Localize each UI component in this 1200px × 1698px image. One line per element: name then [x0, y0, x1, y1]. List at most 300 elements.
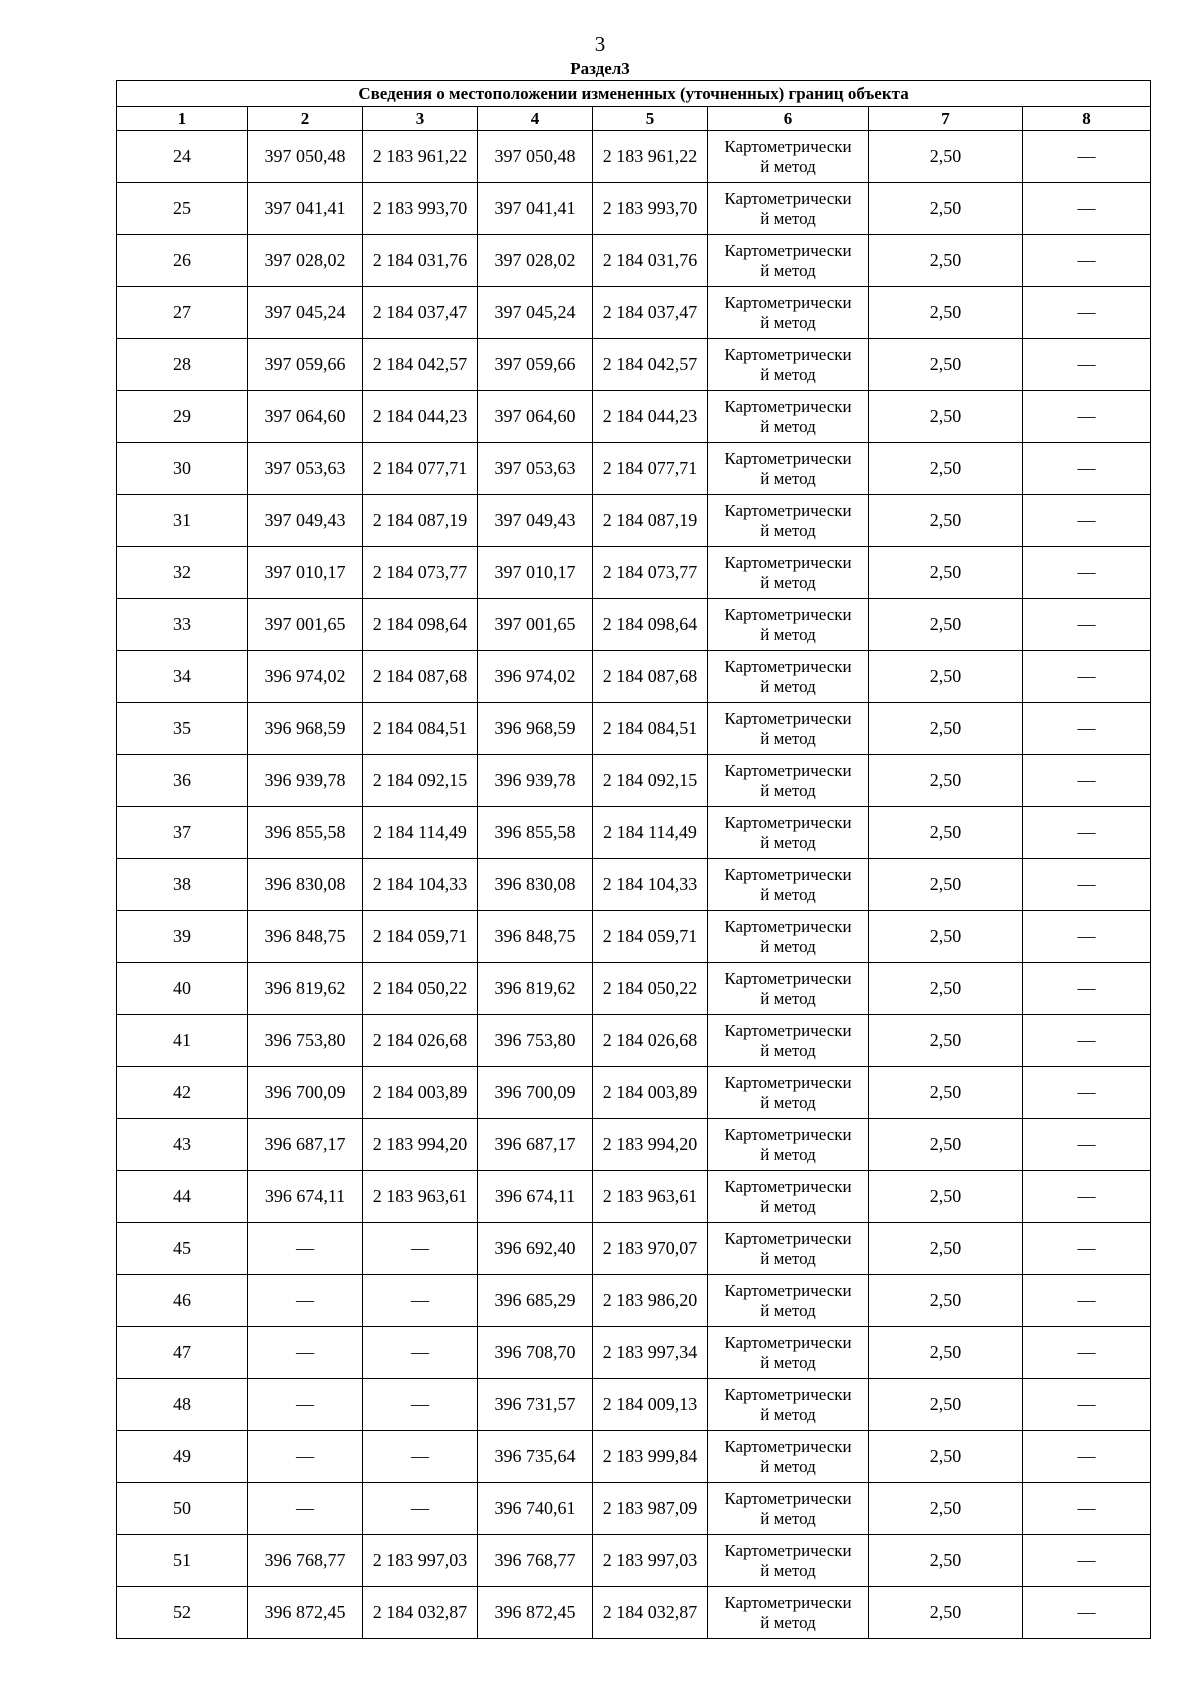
method-line-2: й метод	[760, 1509, 816, 1528]
new-y-cell: 2 184 042,57	[593, 339, 708, 391]
method-cell	[708, 1379, 869, 1431]
method-line-2: й метод	[760, 1197, 816, 1216]
point-number-cell: 43	[117, 1119, 248, 1171]
method-line-1: Картометрически	[724, 657, 852, 676]
accuracy-cell: 2,50	[869, 1535, 1023, 1587]
new-x-cell: 396 974,02	[478, 651, 593, 703]
description-cell: —	[1023, 183, 1151, 235]
method-cell	[708, 1275, 869, 1327]
new-y-cell: 2 183 963,61	[593, 1171, 708, 1223]
method-cell	[708, 963, 869, 1015]
column-header-2: 2	[248, 107, 363, 131]
accuracy-cell: 2,50	[869, 1431, 1023, 1483]
method-cell	[708, 859, 869, 911]
table-row	[117, 703, 1151, 755]
new-x-cell: 396 731,57	[478, 1379, 593, 1431]
method-line-2: й метод	[760, 1145, 816, 1164]
column-header-3: 3	[363, 107, 478, 131]
old-y-cell: 2 184 044,23	[363, 391, 478, 443]
method-line-1: Картометрически	[724, 917, 852, 936]
table-row	[117, 131, 1151, 183]
table-row	[117, 235, 1151, 287]
accuracy-cell: 2,50	[869, 131, 1023, 183]
table-row	[117, 495, 1151, 547]
description-cell: —	[1023, 391, 1151, 443]
old-x-cell: 396 974,02	[248, 651, 363, 703]
old-y-cell: 2 183 993,70	[363, 183, 478, 235]
old-y-cell: 2 184 026,68	[363, 1015, 478, 1067]
method-cell	[708, 1535, 869, 1587]
method-line-1: Картометрически	[724, 1333, 852, 1352]
boundary-coordinates-table	[116, 80, 1151, 1639]
method-cell	[708, 1483, 869, 1535]
old-x-cell: 397 001,65	[248, 599, 363, 651]
accuracy-cell: 2,50	[869, 859, 1023, 911]
old-x-cell: 396 855,58	[248, 807, 363, 859]
point-number-cell: 28	[117, 339, 248, 391]
old-x-cell: —	[248, 1431, 363, 1483]
table-row	[117, 1535, 1151, 1587]
description-cell: —	[1023, 287, 1151, 339]
old-y-cell: —	[363, 1379, 478, 1431]
old-y-cell: 2 184 042,57	[363, 339, 478, 391]
accuracy-cell: 2,50	[869, 495, 1023, 547]
method-cell	[708, 183, 869, 235]
description-cell: —	[1023, 1327, 1151, 1379]
new-x-cell: 397 001,65	[478, 599, 593, 651]
method-line-1: Картометрически	[724, 709, 852, 728]
old-y-cell: —	[363, 1223, 478, 1275]
old-y-cell: 2 184 059,71	[363, 911, 478, 963]
method-line-2: й метод	[760, 833, 816, 852]
old-x-cell: 396 674,11	[248, 1171, 363, 1223]
method-line-2: й метод	[760, 157, 816, 176]
method-line-1: Картометрически	[724, 1073, 852, 1092]
method-line-1: Картометрически	[724, 1489, 852, 1508]
new-x-cell: 396 968,59	[478, 703, 593, 755]
method-cell	[708, 1587, 869, 1639]
new-x-cell: 396 753,80	[478, 1015, 593, 1067]
method-line-1: Картометрически	[724, 345, 852, 364]
old-x-cell: 397 050,48	[248, 131, 363, 183]
method-cell	[708, 1223, 869, 1275]
method-line-1: Картометрически	[724, 969, 852, 988]
old-x-cell: 397 053,63	[248, 443, 363, 495]
method-line-1: Картометрически	[724, 1593, 852, 1612]
method-line-2: й метод	[760, 573, 816, 592]
method-line-1: Картометрически	[724, 761, 852, 780]
point-number-cell: 33	[117, 599, 248, 651]
old-y-cell: 2 184 003,89	[363, 1067, 478, 1119]
new-y-cell: 2 184 092,15	[593, 755, 708, 807]
method-line-1: Картометрически	[724, 449, 852, 468]
accuracy-cell: 2,50	[869, 1327, 1023, 1379]
new-y-cell: 2 183 987,09	[593, 1483, 708, 1535]
point-number-cell: 25	[117, 183, 248, 235]
old-y-cell: 2 184 050,22	[363, 963, 478, 1015]
table-row	[117, 963, 1151, 1015]
description-cell: —	[1023, 807, 1151, 859]
method-cell	[708, 1171, 869, 1223]
new-x-cell: 396 685,29	[478, 1275, 593, 1327]
method-cell	[708, 703, 869, 755]
new-x-cell: 396 848,75	[478, 911, 593, 963]
new-x-cell: 397 049,43	[478, 495, 593, 547]
old-y-cell: —	[363, 1275, 478, 1327]
method-line-1: Картометрически	[724, 1541, 852, 1560]
old-x-cell: 397 064,60	[248, 391, 363, 443]
accuracy-cell: 2,50	[869, 1223, 1023, 1275]
method-line-1: Картометрически	[724, 813, 852, 832]
new-y-cell: 2 184 009,13	[593, 1379, 708, 1431]
old-y-cell: 2 184 037,47	[363, 287, 478, 339]
point-number-cell: 35	[117, 703, 248, 755]
method-line-2: й метод	[760, 781, 816, 800]
old-x-cell: 397 059,66	[248, 339, 363, 391]
method-line-1: Картометрически	[724, 137, 852, 156]
old-x-cell: —	[248, 1223, 363, 1275]
column-header-4: 4	[478, 107, 593, 131]
method-line-2: й метод	[760, 1405, 816, 1424]
old-x-cell: 396 968,59	[248, 703, 363, 755]
new-y-cell: 2 184 050,22	[593, 963, 708, 1015]
method-line-1: Картометрически	[724, 1437, 852, 1456]
description-cell: —	[1023, 339, 1151, 391]
column-header-5: 5	[593, 107, 708, 131]
old-x-cell: 397 041,41	[248, 183, 363, 235]
accuracy-cell: 2,50	[869, 703, 1023, 755]
table-row	[117, 1223, 1151, 1275]
new-x-cell: 396 692,40	[478, 1223, 593, 1275]
new-y-cell: 2 183 986,20	[593, 1275, 708, 1327]
description-cell: —	[1023, 1119, 1151, 1171]
point-number-cell: 37	[117, 807, 248, 859]
accuracy-cell: 2,50	[869, 1379, 1023, 1431]
point-number-cell: 29	[117, 391, 248, 443]
method-line-1: Картометрически	[724, 1021, 852, 1040]
method-line-2: й метод	[760, 1249, 816, 1268]
description-cell: —	[1023, 1171, 1151, 1223]
method-cell	[708, 599, 869, 651]
accuracy-cell: 2,50	[869, 339, 1023, 391]
new-x-cell: 397 059,66	[478, 339, 593, 391]
method-cell	[708, 651, 869, 703]
accuracy-cell: 2,50	[869, 1015, 1023, 1067]
method-line-1: Картометрически	[724, 553, 852, 572]
description-cell: —	[1023, 443, 1151, 495]
method-cell	[708, 287, 869, 339]
description-cell: —	[1023, 1379, 1151, 1431]
description-cell: —	[1023, 755, 1151, 807]
new-x-cell: 396 740,61	[478, 1483, 593, 1535]
old-x-cell: —	[248, 1327, 363, 1379]
new-y-cell: 2 184 044,23	[593, 391, 708, 443]
description-cell: —	[1023, 1431, 1151, 1483]
method-line-2: й метод	[760, 1613, 816, 1632]
accuracy-cell: 2,50	[869, 1119, 1023, 1171]
new-y-cell: 2 184 032,87	[593, 1587, 708, 1639]
old-y-cell: 2 184 073,77	[363, 547, 478, 599]
new-y-cell: 2 184 087,68	[593, 651, 708, 703]
method-line-2: й метод	[760, 937, 816, 956]
description-cell: —	[1023, 859, 1151, 911]
table-row	[117, 547, 1151, 599]
new-x-cell: 397 053,63	[478, 443, 593, 495]
table-row	[117, 599, 1151, 651]
old-y-cell: 2 184 032,87	[363, 1587, 478, 1639]
new-y-cell: 2 184 098,64	[593, 599, 708, 651]
old-y-cell: 2 184 077,71	[363, 443, 478, 495]
point-number-cell: 44	[117, 1171, 248, 1223]
method-line-2: й метод	[760, 1561, 816, 1580]
new-y-cell: 2 184 073,77	[593, 547, 708, 599]
new-x-cell: 397 050,48	[478, 131, 593, 183]
point-number-cell: 45	[117, 1223, 248, 1275]
old-y-cell: —	[363, 1431, 478, 1483]
new-y-cell: 2 183 970,07	[593, 1223, 708, 1275]
old-x-cell: 396 753,80	[248, 1015, 363, 1067]
table-row	[117, 1171, 1151, 1223]
old-x-cell: —	[248, 1275, 363, 1327]
method-line-1: Картометрически	[724, 1177, 852, 1196]
old-x-cell: 396 700,09	[248, 1067, 363, 1119]
method-line-1: Картометрически	[724, 865, 852, 884]
new-x-cell: 396 768,77	[478, 1535, 593, 1587]
new-x-cell: 396 708,70	[478, 1327, 593, 1379]
new-y-cell: 2 183 961,22	[593, 131, 708, 183]
table-row	[117, 1587, 1151, 1639]
table-row	[117, 339, 1151, 391]
method-line-1: Картометрически	[724, 293, 852, 312]
new-x-cell: 397 064,60	[478, 391, 593, 443]
point-number-cell: 24	[117, 131, 248, 183]
table-row	[117, 1327, 1151, 1379]
new-x-cell: 397 010,17	[478, 547, 593, 599]
old-y-cell: 2 184 114,49	[363, 807, 478, 859]
old-x-cell: 396 848,75	[248, 911, 363, 963]
method-cell	[708, 235, 869, 287]
accuracy-cell: 2,50	[869, 911, 1023, 963]
table-row	[117, 1431, 1151, 1483]
accuracy-cell: 2,50	[869, 651, 1023, 703]
column-header-6: 6	[708, 107, 869, 131]
old-x-cell: 396 687,17	[248, 1119, 363, 1171]
method-line-2: й метод	[760, 885, 816, 904]
table-row	[117, 911, 1151, 963]
method-cell	[708, 131, 869, 183]
description-cell: —	[1023, 1587, 1151, 1639]
accuracy-cell: 2,50	[869, 391, 1023, 443]
table-row	[117, 287, 1151, 339]
method-cell	[708, 391, 869, 443]
point-number-cell: 42	[117, 1067, 248, 1119]
column-header-7: 7	[869, 107, 1023, 131]
method-cell	[708, 1015, 869, 1067]
old-y-cell: 2 183 961,22	[363, 131, 478, 183]
description-cell: —	[1023, 495, 1151, 547]
description-cell: —	[1023, 1483, 1151, 1535]
new-y-cell: 2 183 999,84	[593, 1431, 708, 1483]
table-row	[117, 1275, 1151, 1327]
column-header-row	[117, 107, 1151, 131]
method-line-1: Картометрически	[724, 397, 852, 416]
accuracy-cell: 2,50	[869, 963, 1023, 1015]
new-y-cell: 2 184 077,71	[593, 443, 708, 495]
method-line-2: й метод	[760, 521, 816, 540]
description-cell: —	[1023, 131, 1151, 183]
accuracy-cell: 2,50	[869, 1483, 1023, 1535]
method-line-1: Картометрически	[724, 605, 852, 624]
accuracy-cell: 2,50	[869, 755, 1023, 807]
table-caption: Сведения о местоположении измененных (уточненных) границ объекта	[117, 81, 1151, 107]
method-line-1: Картометрически	[724, 189, 852, 208]
method-line-1: Картометрически	[724, 241, 852, 260]
method-line-2: й метод	[760, 1457, 816, 1476]
accuracy-cell: 2,50	[869, 1275, 1023, 1327]
old-x-cell: 396 768,77	[248, 1535, 363, 1587]
table-row	[117, 443, 1151, 495]
new-y-cell: 2 183 993,70	[593, 183, 708, 235]
old-y-cell: —	[363, 1483, 478, 1535]
accuracy-cell: 2,50	[869, 443, 1023, 495]
point-number-cell: 49	[117, 1431, 248, 1483]
point-number-cell: 41	[117, 1015, 248, 1067]
new-y-cell: 2 184 059,71	[593, 911, 708, 963]
description-cell: —	[1023, 1535, 1151, 1587]
method-line-1: Картометрически	[724, 501, 852, 520]
table-row	[117, 807, 1151, 859]
old-x-cell: 396 819,62	[248, 963, 363, 1015]
table-row	[117, 1119, 1151, 1171]
section-title: Раздел3	[570, 59, 630, 78]
method-line-1: Картометрически	[724, 1281, 852, 1300]
description-cell: —	[1023, 235, 1151, 287]
method-line-2: й метод	[760, 261, 816, 280]
description-cell: —	[1023, 651, 1151, 703]
table-body	[117, 131, 1151, 1639]
new-y-cell: 2 184 031,76	[593, 235, 708, 287]
point-number-cell: 32	[117, 547, 248, 599]
new-x-cell: 396 855,58	[478, 807, 593, 859]
new-x-cell: 396 687,17	[478, 1119, 593, 1171]
point-number-cell: 47	[117, 1327, 248, 1379]
accuracy-cell: 2,50	[869, 183, 1023, 235]
old-x-cell: 397 049,43	[248, 495, 363, 547]
point-number-cell: 36	[117, 755, 248, 807]
new-y-cell: 2 184 037,47	[593, 287, 708, 339]
old-y-cell: 2 183 994,20	[363, 1119, 478, 1171]
point-number-cell: 46	[117, 1275, 248, 1327]
new-x-cell: 396 872,45	[478, 1587, 593, 1639]
page-number: 3	[594, 32, 606, 56]
point-number-cell: 34	[117, 651, 248, 703]
method-cell	[708, 1327, 869, 1379]
new-y-cell: 2 184 003,89	[593, 1067, 708, 1119]
method-cell	[708, 547, 869, 599]
new-x-cell: 396 700,09	[478, 1067, 593, 1119]
method-cell	[708, 339, 869, 391]
old-y-cell: 2 184 104,33	[363, 859, 478, 911]
old-y-cell: 2 184 031,76	[363, 235, 478, 287]
table-row	[117, 755, 1151, 807]
accuracy-cell: 2,50	[869, 235, 1023, 287]
new-x-cell: 396 939,78	[478, 755, 593, 807]
new-y-cell: 2 183 994,20	[593, 1119, 708, 1171]
point-number-cell: 48	[117, 1379, 248, 1431]
table-row	[117, 391, 1151, 443]
column-header-1: 1	[117, 107, 248, 131]
table-row	[117, 1067, 1151, 1119]
method-line-2: й метод	[760, 209, 816, 228]
table-row	[117, 859, 1151, 911]
method-cell	[708, 1067, 869, 1119]
accuracy-cell: 2,50	[869, 807, 1023, 859]
method-cell	[708, 807, 869, 859]
old-y-cell: 2 184 084,51	[363, 703, 478, 755]
old-x-cell: 396 872,45	[248, 1587, 363, 1639]
description-cell: —	[1023, 547, 1151, 599]
method-cell	[708, 1431, 869, 1483]
point-number-cell: 30	[117, 443, 248, 495]
description-cell: —	[1023, 1223, 1151, 1275]
method-cell	[708, 443, 869, 495]
old-x-cell: 396 830,08	[248, 859, 363, 911]
new-x-cell: 397 028,02	[478, 235, 593, 287]
point-number-cell: 51	[117, 1535, 248, 1587]
method-line-1: Картометрически	[724, 1125, 852, 1144]
point-number-cell: 52	[117, 1587, 248, 1639]
method-line-1: Картометрически	[724, 1385, 852, 1404]
method-line-1: Картометрически	[724, 1229, 852, 1248]
table-row	[117, 1015, 1151, 1067]
method-line-2: й метод	[760, 625, 816, 644]
new-y-cell: 2 184 026,68	[593, 1015, 708, 1067]
method-line-2: й метод	[760, 677, 816, 696]
old-y-cell: 2 184 092,15	[363, 755, 478, 807]
description-cell: —	[1023, 1275, 1151, 1327]
new-y-cell: 2 184 114,49	[593, 807, 708, 859]
description-cell: —	[1023, 703, 1151, 755]
point-number-cell: 27	[117, 287, 248, 339]
accuracy-cell: 2,50	[869, 1171, 1023, 1223]
new-y-cell: 2 184 084,51	[593, 703, 708, 755]
new-y-cell: 2 183 997,03	[593, 1535, 708, 1587]
point-number-cell: 40	[117, 963, 248, 1015]
table-row	[117, 1483, 1151, 1535]
old-y-cell: —	[363, 1327, 478, 1379]
point-number-cell: 50	[117, 1483, 248, 1535]
old-x-cell: 397 045,24	[248, 287, 363, 339]
method-cell	[708, 755, 869, 807]
old-x-cell: 397 028,02	[248, 235, 363, 287]
method-line-2: й метод	[760, 469, 816, 488]
new-y-cell: 2 183 997,34	[593, 1327, 708, 1379]
new-x-cell: 397 045,24	[478, 287, 593, 339]
point-number-cell: 31	[117, 495, 248, 547]
old-y-cell: 2 184 087,68	[363, 651, 478, 703]
method-line-2: й метод	[760, 729, 816, 748]
description-cell: —	[1023, 599, 1151, 651]
method-line-2: й метод	[760, 989, 816, 1008]
method-line-2: й метод	[760, 365, 816, 384]
accuracy-cell: 2,50	[869, 1067, 1023, 1119]
new-x-cell: 396 830,08	[478, 859, 593, 911]
old-x-cell: —	[248, 1483, 363, 1535]
table-row	[117, 1379, 1151, 1431]
new-x-cell: 397 041,41	[478, 183, 593, 235]
method-line-2: й метод	[760, 1301, 816, 1320]
description-cell: —	[1023, 911, 1151, 963]
